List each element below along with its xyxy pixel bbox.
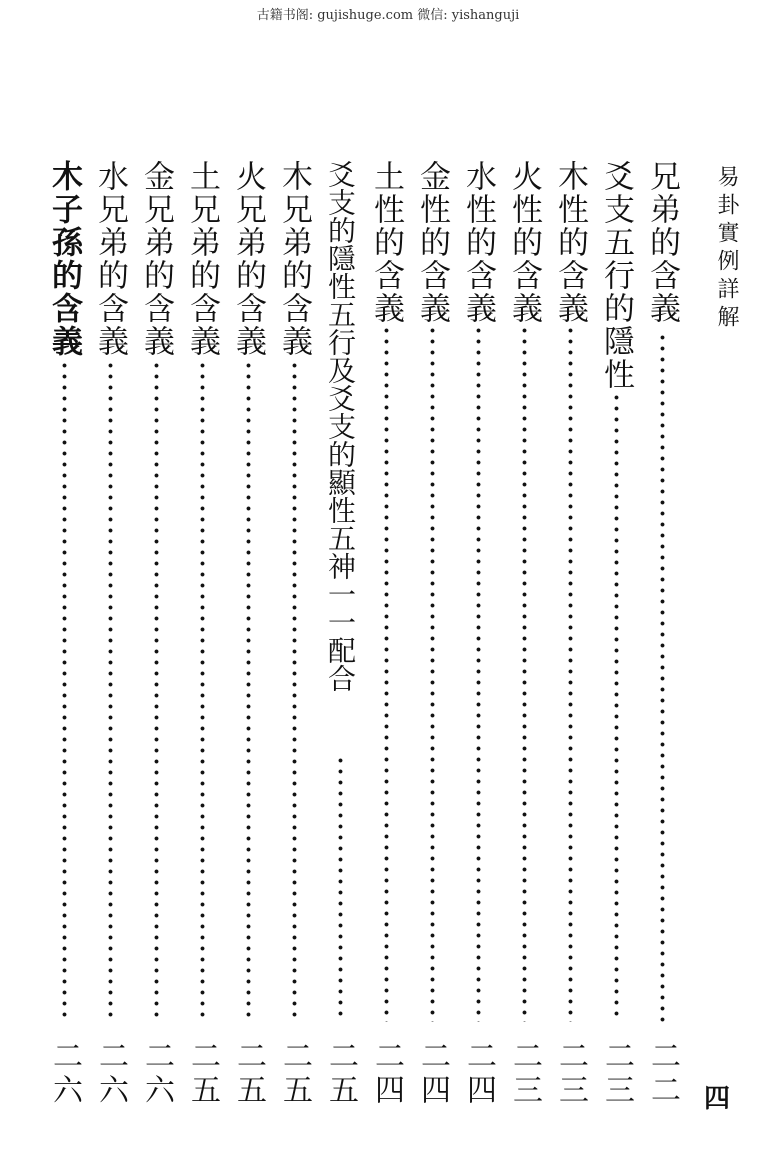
toc-entry-page: 二五 — [277, 1040, 312, 1108]
toc-entry[interactable] — [594, 160, 638, 1120]
toc-entry-page: 二五 — [323, 1040, 358, 1108]
toc-leader-dots — [568, 325, 573, 1022]
toc-entry-title: 木子孫的含義 — [46, 160, 82, 358]
toc-entry-page: 二五 — [185, 1040, 220, 1108]
toc-leader-dots — [614, 392, 619, 1022]
toc-entry-title: 火兄弟的含義 — [230, 160, 266, 358]
toc-leader-dots — [476, 325, 481, 1022]
toc-entry-page: 二四 — [415, 1040, 450, 1108]
toc-entry-title: 爻支的隱性五行及爻支的顯性五神一一配合 — [324, 160, 357, 692]
toc-entry[interactable] — [502, 160, 546, 1120]
toc-entry-title: 金兄弟的含義 — [138, 160, 174, 358]
toc-leader-dots — [522, 325, 527, 1022]
toc-entry[interactable] — [640, 160, 684, 1120]
toc-entry[interactable] — [88, 160, 132, 1120]
toc-entry-page: 二四 — [369, 1040, 404, 1108]
toc-entry-title: 爻支五行的隱性 — [598, 160, 634, 391]
toc-entry[interactable] — [42, 160, 86, 1120]
toc-entry-title: 水兄弟的含義 — [92, 160, 128, 358]
toc-entry-page: 二四 — [461, 1040, 496, 1108]
toc-entry-title: 金性的含義 — [414, 160, 450, 325]
toc-entry-page: 二六 — [139, 1040, 174, 1108]
toc-leader-dots — [246, 360, 251, 1022]
toc-leader-dots — [62, 360, 67, 1022]
watermark: 古籍书阁: gujishuge.com 微信: yishanguji — [256, 8, 520, 23]
toc-entry[interactable] — [364, 160, 408, 1120]
toc-entry-title: 火性的含義 — [506, 160, 542, 325]
toc-leader-dots — [292, 360, 297, 1022]
toc-entry-title: 土兄弟的含義 — [184, 160, 220, 358]
toc-entry-page: 二三 — [599, 1040, 634, 1108]
book-title: 易卦實例詳解 — [714, 165, 739, 333]
toc-leader-dots — [660, 332, 665, 1022]
toc-entry-page: 二五 — [231, 1040, 266, 1108]
toc-entry[interactable] — [456, 160, 500, 1120]
toc-entry-page: 二六 — [93, 1040, 128, 1108]
toc-leader-dots — [200, 360, 205, 1022]
toc-entry[interactable] — [134, 160, 178, 1120]
toc-entry[interactable] — [226, 160, 270, 1120]
toc-entry-page: 二二 — [645, 1040, 680, 1108]
toc-entry[interactable] — [272, 160, 316, 1120]
toc-leader-dots — [384, 325, 389, 1022]
toc-entry[interactable] — [410, 160, 454, 1120]
toc-entry[interactable] — [180, 160, 224, 1120]
toc-leader-dots — [430, 325, 435, 1022]
toc-entry-page: 二六 — [47, 1040, 82, 1108]
toc-entry-title: 兄弟的含義 — [644, 160, 680, 325]
toc-entry-title: 木兄弟的含義 — [276, 160, 312, 358]
toc-leader-dots — [338, 755, 343, 1022]
toc-leader-dots — [108, 360, 113, 1022]
page-number: 四 — [704, 1084, 731, 1114]
toc-leader-dots — [154, 360, 159, 1022]
toc-entry[interactable] — [318, 160, 362, 1120]
toc-entry[interactable] — [548, 160, 592, 1120]
toc-entry-title: 水性的含義 — [460, 160, 496, 325]
toc-entry-title: 木性的含義 — [552, 160, 588, 325]
toc-entry-page: 二三 — [553, 1040, 588, 1108]
toc-entry-title: 土性的含義 — [368, 160, 404, 325]
toc-entry-page: 二三 — [507, 1040, 542, 1108]
